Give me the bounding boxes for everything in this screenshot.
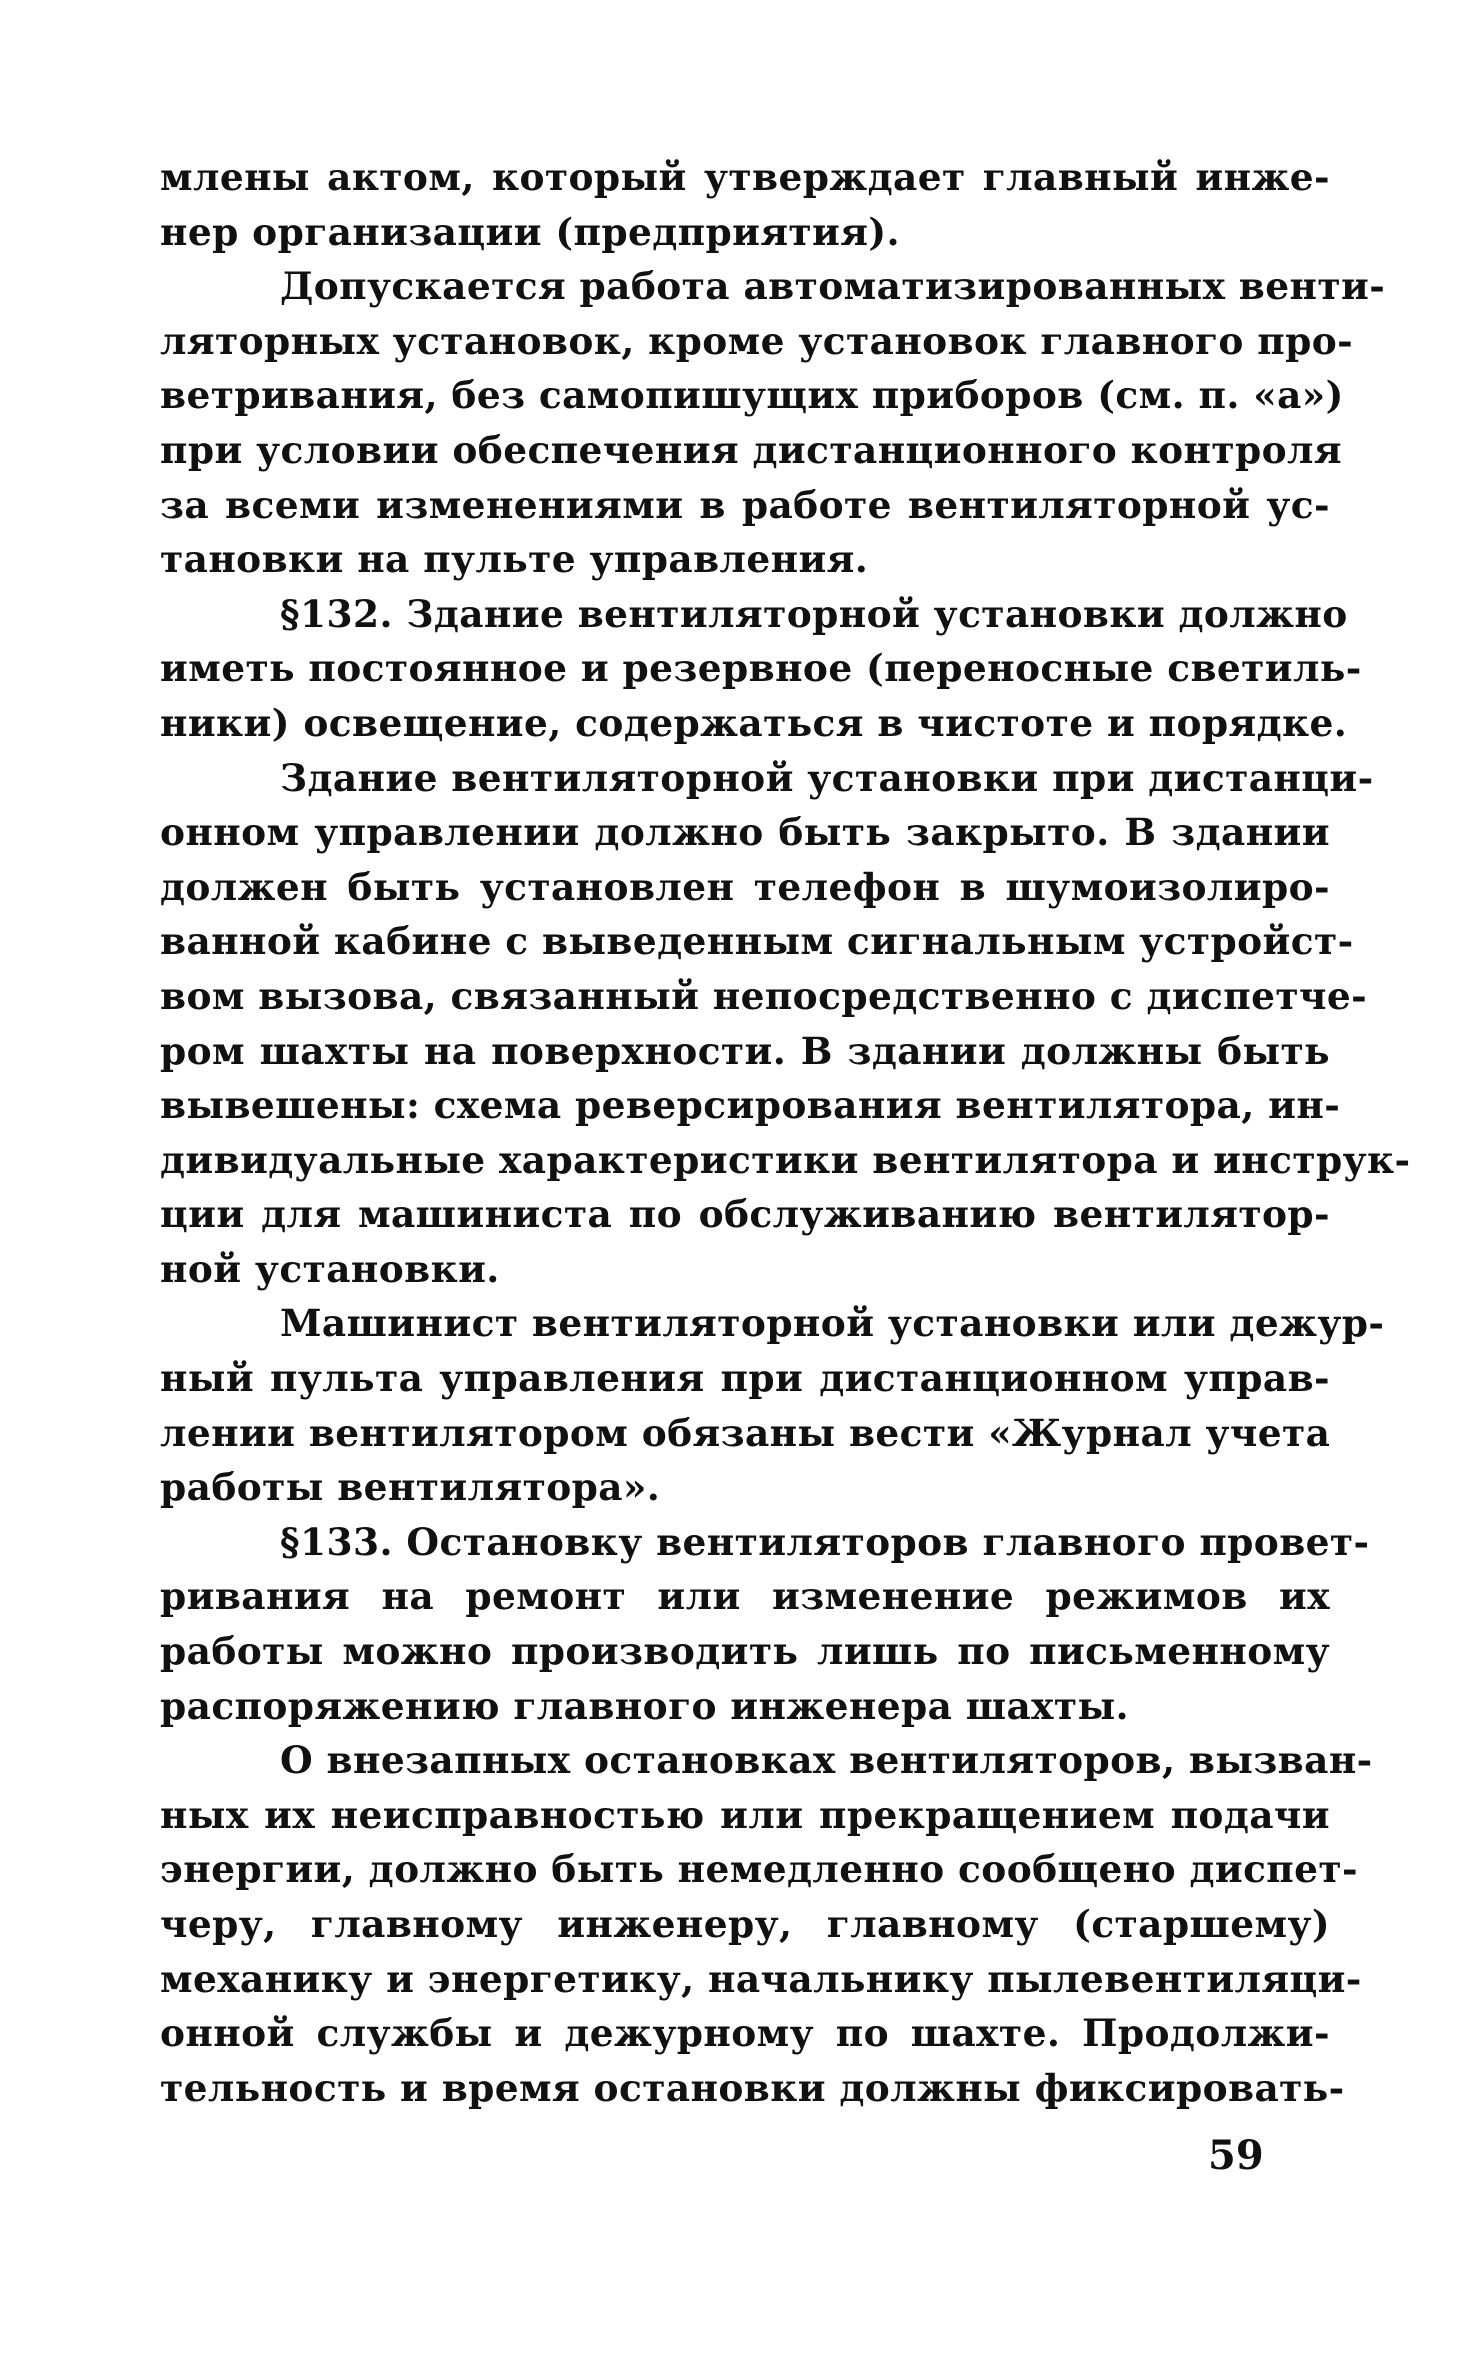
text-line: вывешены: схема реверсирования вентилятора, ин-: [160, 1083, 1341, 1128]
text-line: при условии обеспечения дистанционного контроля: [160, 427, 1342, 472]
text-line: лении вентилятором обязаны вести «Журнал учета: [160, 1410, 1331, 1455]
text-line: иметь постоянное и резервное (переносные светиль-: [160, 646, 1362, 691]
text-line: работы можно производить лишь по письменному: [160, 1629, 1330, 1674]
text-line: §132. Здание вентиляторной установки должно: [280, 591, 1348, 636]
paragraph-4: [160, 751, 1411, 1297]
text-line: ных их неисправностью или прекращением подачи: [160, 1792, 1330, 1837]
text-line: §133. Остановку вентиляторов главного провет-: [280, 1519, 1370, 1564]
text-line: Машинист вентиляторной установки или дежур-: [280, 1301, 1385, 1346]
paragraph-132: [160, 587, 1362, 751]
paragraph-2: [160, 259, 1386, 587]
text-line: должен быть установлен телефон в шумоизолиро-: [160, 864, 1330, 909]
text-line: механику и энергетику, начальнику пылевентиляци-: [160, 1956, 1362, 2001]
text-line: тельность и время остановки должны фиксировать-: [160, 2065, 1345, 2110]
paragraph-7: [160, 1733, 1373, 2115]
text-line: ники) освещение, содержаться в чистоте и порядке.: [160, 700, 1348, 745]
text-line: ции для машиниста по обслуживанию вентилятор-: [160, 1192, 1330, 1237]
text-line: дивидуальные характеристики вентилятора и инструк-: [160, 1137, 1411, 1182]
text-line: ляторных установок, кроме установок главного про-: [160, 318, 1354, 363]
text-line: за всеми изменениями в работе вентиляторной ус-: [160, 482, 1330, 527]
text-line: распоряжению главного инженера шахты.: [160, 1683, 1130, 1728]
paragraph-1: [160, 150, 1330, 259]
paragraph-5: [160, 1296, 1385, 1514]
text-line: нер организации (предприятия).: [160, 209, 900, 254]
text-line: ванной кабине с выведенным сигнальным устройст-: [160, 919, 1354, 964]
text-line: онном управлении должно быть закрыто. В здании: [160, 810, 1330, 855]
text-line: ветривания, без самопишущих приборов (см. п. «а»): [160, 373, 1344, 418]
text-line: черу, главному инженеру, главному (старшему): [160, 1902, 1330, 1946]
page-body: [160, 150, 1411, 2115]
text-line: Здание вентиляторной установки при дистанци-: [280, 755, 1374, 800]
text-line: работы вентилятора».: [160, 1465, 661, 1510]
text-line: вом вызова, связанный непосредственно с диспетче-: [160, 973, 1368, 1018]
text-line: ром шахты на поверхности. В здании должны быть: [160, 1028, 1330, 1073]
paragraph-133: [160, 1515, 1370, 1733]
text-line: млены актом, который утверждает главный инже-: [160, 155, 1330, 199]
text-line: ной установки.: [160, 1246, 500, 1291]
text-line: онной службы и дежурному по шахте. Продолжи-: [160, 2011, 1330, 2056]
text-line: энергии, должно быть немедленно сообщено диспет-: [160, 1847, 1359, 1892]
text-line: тановки на пульте управления.: [160, 537, 869, 582]
page-number: 59: [1208, 2132, 1264, 2179]
text-line: ный пульта управления при дистанционном управ-: [160, 1356, 1330, 1401]
text-line: О внезапных остановках вентиляторов, вызван-: [280, 1738, 1373, 1783]
text-line: ривания на ремонт или изменение режимов их: [160, 1574, 1330, 1619]
text-line: Допускается работа автоматизированных венти-: [280, 264, 1386, 309]
